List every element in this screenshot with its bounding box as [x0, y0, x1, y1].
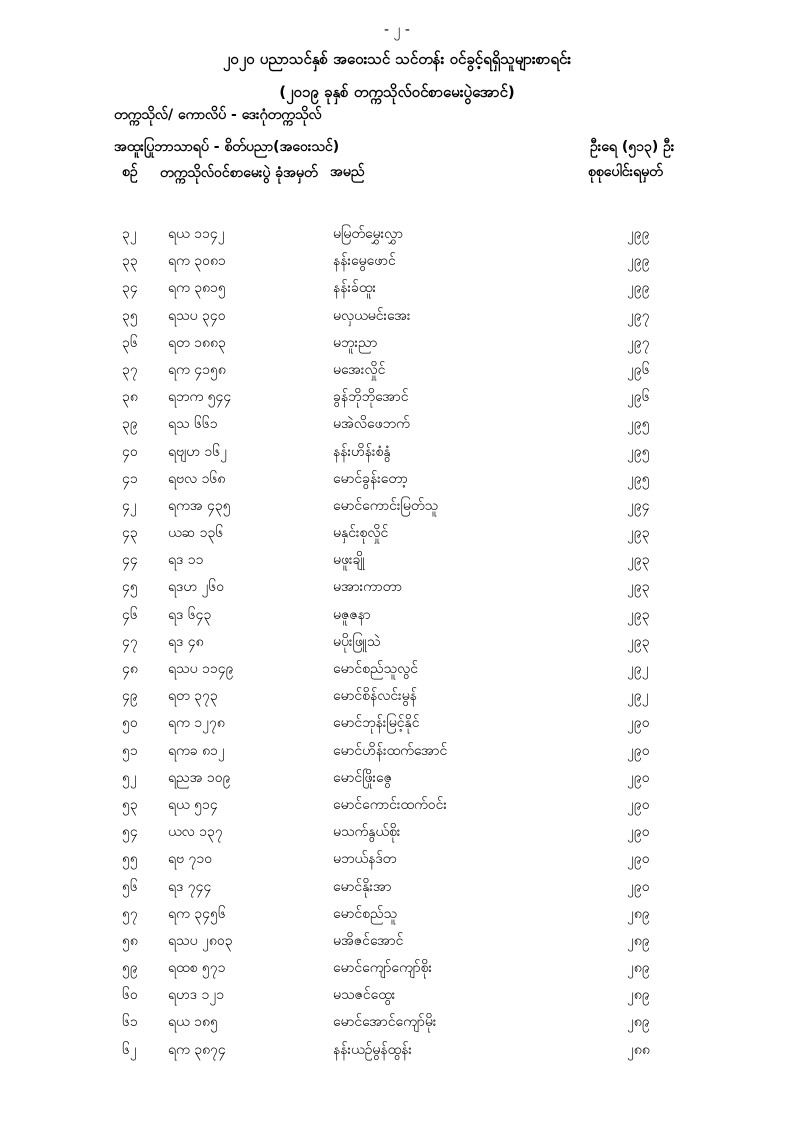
roll-number: ရထစ ၅၇၁	[168, 960, 226, 977]
roll-number: ရဒ ၄၈	[168, 633, 204, 650]
roll-number: ရတ ၃၇၃	[168, 688, 218, 705]
results-table	[0, 220, 794, 1063]
subject-line: အထူးပြုဘာသာရပ် - စိတ်ပညာ(အဝေးသင်)	[114, 139, 340, 155]
total-marks: ၂၈၉	[627, 1014, 650, 1031]
row-number: ၄၃	[122, 525, 138, 542]
roll-number: ရဒ ၆၄၃	[168, 606, 212, 623]
table-row	[0, 438, 794, 465]
row-number: ၅၂	[122, 769, 137, 786]
total-marks: ၂၉၉	[627, 226, 650, 242]
roll-number: ရဒဟ ၂၆၀	[168, 579, 225, 596]
roll-number: ရသ ၆၆၁	[168, 416, 218, 433]
roll-number: ရသပ ၁၁၄၉	[168, 661, 234, 677]
roll-number: ရကခ ၈၁၂	[168, 742, 225, 759]
student-name: နန်းမွေဖောင်	[333, 253, 396, 270]
table-row	[0, 465, 794, 492]
student-name: မောင်ဟိန်းထက်အောင်	[333, 742, 448, 759]
row-number: ၆၂	[122, 1041, 137, 1058]
student-name: နန်းခ်ထူး	[333, 280, 377, 297]
total-marks: ၂၉၉	[627, 253, 650, 270]
row-number: ၃၇	[122, 361, 138, 378]
row-number: ၃၈	[122, 389, 138, 406]
student-name: ခွန်ဘိုဘိုအောင်	[333, 389, 409, 406]
roll-number: ရသပ ၂၈၀၃	[168, 932, 233, 949]
row-number: ၃၅	[122, 307, 138, 324]
roll-number: ရဒ ၁၁	[168, 552, 204, 569]
roll-number: ရတ ၁၈၈၃	[168, 334, 226, 351]
row-number: ၆၁	[122, 1014, 138, 1031]
student-name: မဇူဇနာ	[333, 606, 371, 623]
table-row	[0, 492, 794, 519]
row-number: ၅၁	[122, 742, 138, 759]
row-number: ၄၇	[122, 633, 138, 650]
total-marks: ၂၈၉	[627, 987, 650, 1004]
page-number: - ၂ -	[384, 22, 410, 38]
table-row	[0, 410, 794, 437]
total-marks: ၂၉၀	[627, 769, 650, 786]
total-marks: ၂၉၆	[627, 389, 650, 406]
table-row	[0, 709, 794, 736]
row-number: ၆၀	[122, 987, 138, 1004]
student-name: မောင်ဖြိုးဇွေ	[333, 769, 392, 786]
table-row	[0, 737, 794, 764]
roll-number: ရဗ ၇၁၀	[168, 851, 213, 868]
table-row	[0, 791, 794, 818]
table-row	[0, 682, 794, 709]
student-name: မောင်ကောင်းထက်ဝင်း	[333, 796, 447, 813]
total-marks: ၂၉၃	[627, 552, 650, 569]
table-row	[0, 818, 794, 845]
student-name: နန်းဟိန်းစံနွံ	[333, 443, 391, 460]
row-number: ၄၁	[122, 470, 138, 487]
document-subtitle: (၂၀၁၉ ခုနှစ် တက္ကသိုလ်ဝင်စာမေးပွဲအောင်)	[279, 83, 515, 101]
roll-number: ရက ၁၂၇၈	[168, 715, 225, 732]
student-name: မအားကာတာ	[333, 579, 403, 596]
student-name: မသက်နွယ်စိုး	[333, 824, 401, 841]
row-number: ၅၅	[122, 851, 138, 868]
row-number: ၅၃	[122, 796, 138, 813]
row-number: ၃၂	[122, 226, 137, 242]
table-row	[0, 302, 794, 329]
student-name: မောင်ခွန်းတော့	[333, 470, 408, 487]
total-marks: ၂၉၅	[627, 470, 650, 487]
total-marks: ၂၉၃	[627, 633, 650, 650]
student-name: မောင်စိန်လင်းမွန်	[333, 688, 417, 705]
total-marks: ၂၉၀	[627, 878, 650, 895]
table-row	[0, 329, 794, 356]
roll-number: ရဗလ ၁၆၈	[168, 470, 226, 487]
total-marks: ၂၉၃	[627, 606, 650, 623]
total-marks: ၂၉၃	[627, 579, 650, 596]
student-name: မောင်စည်သူ	[333, 905, 398, 922]
row-number: ၄၅	[122, 579, 138, 596]
document-title: ၂၀၂၀ ပညာသင်နှစ် အဝေးသင် သင်တန်း ဝင်ခွင့်ရရှိသူများစာရင်း	[222, 50, 572, 68]
roll-number: ရက ၃၈၇၄	[168, 1041, 226, 1058]
total-marks: ၂၉၃	[627, 525, 650, 542]
header-roll-number: တက္ကသိုလ်ဝင်စာမေးပွဲ ခုံအမှတ်	[160, 165, 318, 181]
row-number: ၄၀	[122, 443, 138, 460]
table-row	[0, 220, 794, 247]
table-row	[0, 601, 794, 628]
roll-number: ရယ ၁၁၄၂	[168, 226, 225, 242]
total-marks: ၂၉၀	[627, 851, 650, 868]
table-row	[0, 845, 794, 872]
header-name: အမည်	[330, 164, 365, 180]
row-number: ၃၆	[122, 334, 138, 351]
roll-number: ရယ ၁၈၅	[168, 1014, 218, 1031]
student-name: မလှယမင်းအေး	[333, 307, 411, 324]
student-name: မောင်ဘုန်းမြင့်နိုင်	[333, 715, 420, 732]
row-number: ၄၆	[122, 606, 138, 623]
roll-number: ယဆ ၁၃၆	[168, 525, 224, 542]
total-marks: ၂၈၉	[627, 960, 650, 977]
student-name: မအိဇင်အောင်	[333, 932, 404, 949]
row-number: ၄၂	[122, 497, 137, 514]
total-marks: ၂၉၀	[627, 742, 650, 759]
table-row	[0, 954, 794, 981]
table-row	[0, 628, 794, 655]
row-number: ၄၉	[122, 688, 138, 705]
student-name: မသဇင်ထွေး	[333, 987, 396, 1004]
row-number: ၃၃	[122, 253, 138, 270]
row-number: ၄၈	[122, 661, 138, 677]
student-name: မဖူးချို	[333, 552, 365, 569]
header-no: စဉ်	[122, 164, 138, 180]
table-row	[0, 383, 794, 410]
row-number: ၄၄	[122, 552, 138, 569]
table-row	[0, 247, 794, 274]
table-row	[0, 356, 794, 383]
total-marks: ၂၉၅	[627, 416, 650, 433]
student-name: မပိုးဖြူသဲ	[333, 633, 381, 650]
row-number: ၅၄	[122, 824, 138, 841]
student-name: မမြတ်မွှေးလွှာ	[333, 226, 404, 242]
roll-number: ရကအ ၄၃၅	[168, 497, 231, 514]
table-row	[0, 573, 794, 600]
student-name: မအေးလှိုင်	[333, 361, 386, 378]
student-name: မောင်အောင်ကျော်မိုး	[333, 1014, 437, 1031]
roll-number: ရဘက ၅၄၄	[168, 389, 232, 406]
row-number: ၅၇	[122, 905, 138, 922]
row-number: ၅၈	[122, 932, 138, 949]
student-name: မဘယ်နဒ်တ	[333, 851, 397, 868]
roll-number: ရဟဒ ၁၂၁	[168, 987, 225, 1004]
university-line: တက္ကသိုလ်/ ကောလိပ် - ဒေးဂုံတက္ကသိုလ်	[114, 107, 322, 123]
total-marks: ၂၈၈	[627, 1041, 650, 1058]
total-marks: ၂၉၄	[627, 497, 650, 514]
roll-number: ရညအ ၁၀၉	[168, 769, 231, 786]
student-name: မောင်နိုးအာ	[333, 878, 392, 895]
student-name: မအဲလိဖေဘက်	[333, 416, 410, 433]
roll-number: ရက ၃၄၅၆	[168, 905, 226, 922]
total-marks: ၂၈၉	[627, 932, 650, 949]
roll-number: ရသပ ၃၄၀	[168, 307, 226, 324]
student-name: မောင်စည်သူလွင်	[333, 661, 418, 677]
student-name: မနှင်းစုလှိုင်	[333, 525, 389, 542]
table-row	[0, 1036, 794, 1063]
total-marks: ၂၉၇	[627, 334, 650, 351]
student-name: နန်းယဉ်မွန်ထွန်း	[333, 1041, 412, 1058]
total-marks: ၂၉၂	[627, 661, 649, 677]
roll-number: ရဒ ၇၄၄	[168, 878, 212, 895]
row-number: ၅၆	[122, 878, 138, 895]
row-number: ၃၄	[122, 280, 138, 297]
table-row	[0, 519, 794, 546]
total-marks: ၂၉၂	[627, 688, 649, 705]
total-marks: ၂၉၀	[627, 796, 650, 813]
total-marks: ၂၉၉	[627, 280, 650, 297]
table-row	[0, 655, 794, 682]
total-marks: ၂၉၅	[627, 443, 650, 460]
row-number: ၅၉	[122, 960, 138, 977]
total-marks: ၂၉၀	[627, 715, 650, 732]
total-marks: ၂၈၉	[627, 905, 650, 922]
table-row	[0, 873, 794, 900]
roll-number: ရယ ၅၁၄	[168, 796, 218, 813]
roll-number: ရက ၃၀၈၁	[168, 253, 226, 270]
table-row	[0, 1008, 794, 1035]
roll-number: ရဗျဟ ၁၆၂	[168, 443, 228, 460]
table-row	[0, 546, 794, 573]
roll-number: ယလ ၁၃၇	[168, 824, 223, 841]
total-marks: ၂၉၀	[627, 824, 650, 841]
table-row	[0, 764, 794, 791]
student-name: မောင်ကောင်းမြတ်သူ	[333, 497, 439, 514]
row-number: ၅၀	[122, 715, 138, 732]
table-row	[0, 927, 794, 954]
roll-number: ရက ၃၈၁၅	[168, 280, 226, 297]
student-name: မဘူးညာ	[333, 334, 378, 351]
row-number: ၃၉	[122, 416, 138, 433]
count-line: ဦးရေ (၅၁၃) ဦး	[590, 139, 675, 155]
table-row	[0, 900, 794, 927]
table-row	[0, 981, 794, 1008]
roll-number: ရက ၄၁၅၈	[168, 361, 226, 378]
total-marks: ၂၉၇	[627, 307, 650, 324]
student-name: မောင်ကျော်ကျော်စိုး	[333, 960, 433, 977]
header-total-marks: စုစုပေါင်းရမှတ်	[588, 164, 663, 180]
table-row	[0, 274, 794, 301]
total-marks: ၂၉၆	[627, 361, 650, 378]
